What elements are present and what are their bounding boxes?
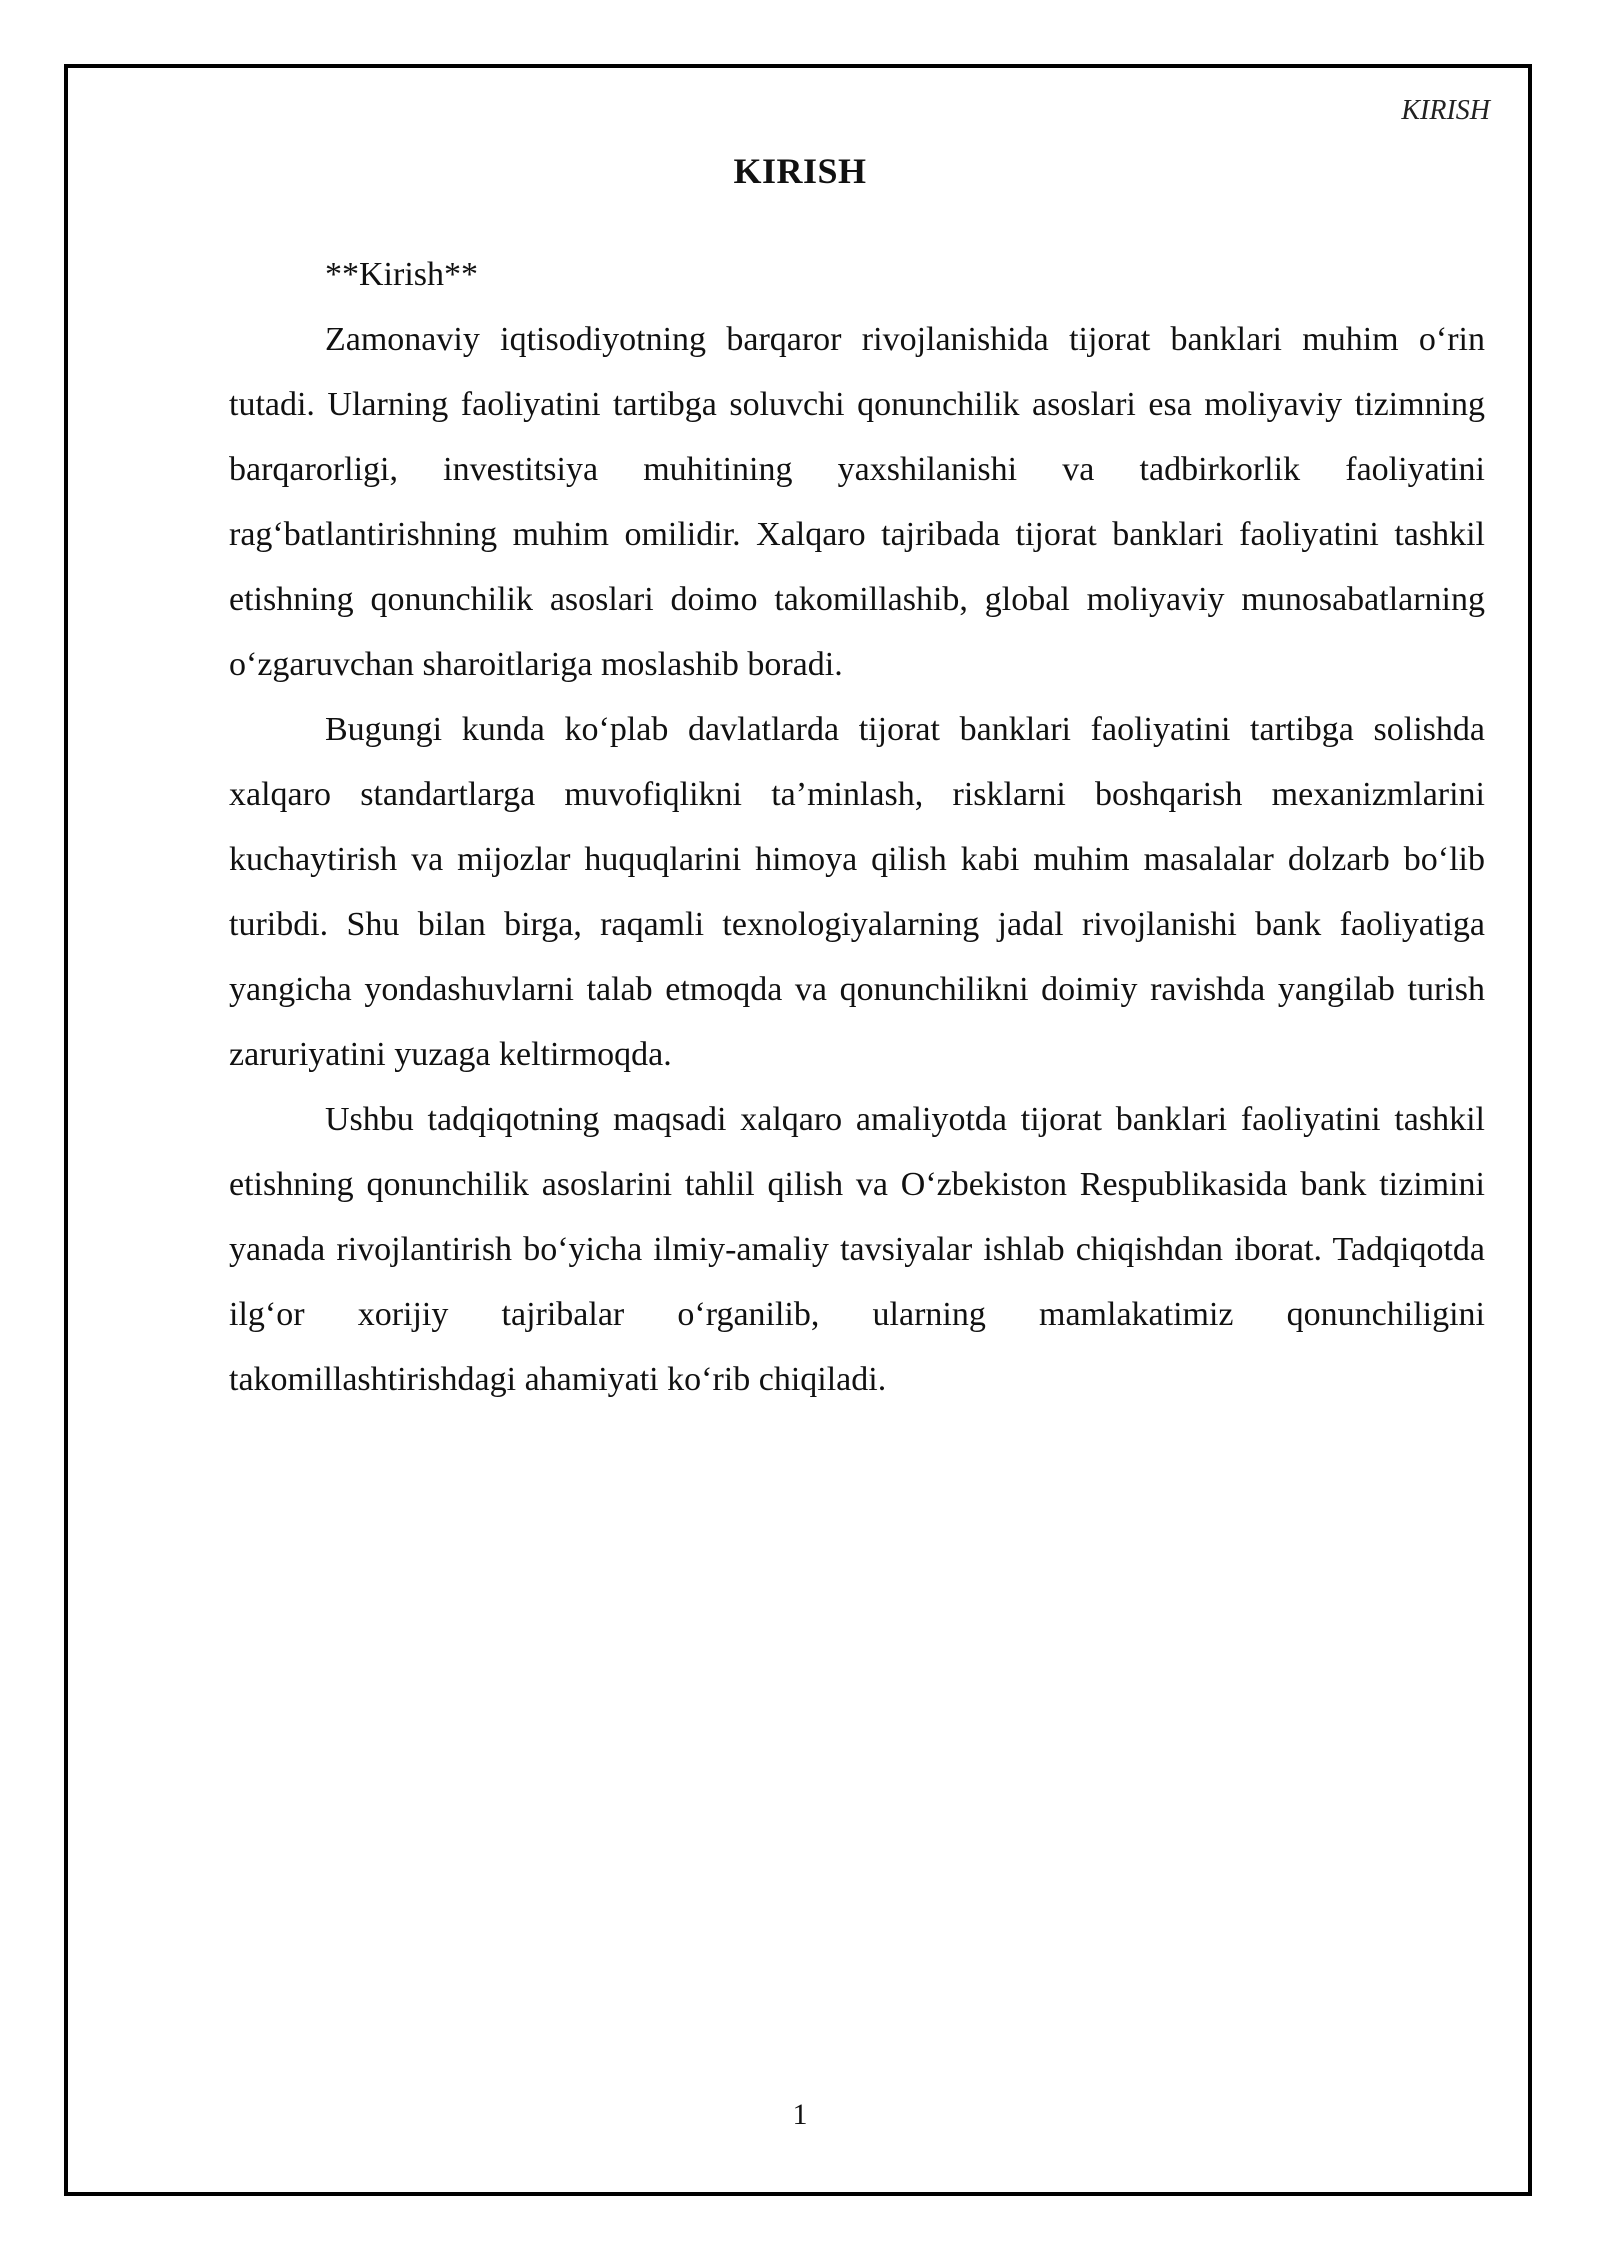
document-title: KIRISH [733, 151, 867, 191]
section-heading-paragraph: **Kirish** [325, 256, 478, 293]
page-number: 1 [792, 2098, 808, 2131]
running-header: KIRISH [1401, 95, 1490, 126]
body-paragraph-1: Zamonaviy iqtisodiyotning barqaror rivojlanishida tijorat banklari muhim o‘rin tutadi. Ularning faoliyatini tartibga soluvchi qonunchilik asoslari esa moliyaviy tizimning barqarorligi, investitsiya muhitining yaxshilanishi va tadbirkorlik faoliyatini rag‘batlantirishning muhim omilidir. Xalqaro tajribada tijorat banklari faoliyatini tashkil etishning qonunchilik asoslari doimo takomillashib, global moliyaviy munosabatlarning o‘zgaruvchan sharoitlariga moslashib boradi. [229, 321, 1485, 683]
document-body [229, 242, 1485, 1412]
body-paragraph-3: Ushbu tadqiqotning maqsadi xalqaro amaliyotda tijorat banklari faoliyatini tashkil etishning qonunchilik asoslarini tahlil qilish va O‘zbekiston Respublikasida bank tizimini yanada rivojlantirish bo‘yicha ilmiy-amaliy tavsiyalar ishlab chiqishdan iborat. Tadqiqotda ilg‘or xorijiy tajribalar o‘rganilib, ularning mamlakatimiz qonunchiligini takomillashtirishdagi ahamiyati ko‘rib chiqiladi. [229, 1101, 1485, 1398]
body-paragraph-2: Bugungi kunda ko‘plab davlatlarda tijorat banklari faoliyatini tartibga solishda xalqaro standartlarga muvofiqlikni ta’minlash, risklarni boshqarish mexanizmlarini kuchaytirish va mijozlar huquqlarini himoya qilish kabi muhim masalalar dolzarb bo‘lib turibdi. Shu bilan birga, raqamli texnologiyalarning jadal rivojlanishi bank faoliyatiga yangicha yondashuvlarni talab etmoqda va qonunchilikni doimiy ravishda yangilab turish zaruriyatini yuzaga keltirmoqda. [229, 711, 1485, 1073]
